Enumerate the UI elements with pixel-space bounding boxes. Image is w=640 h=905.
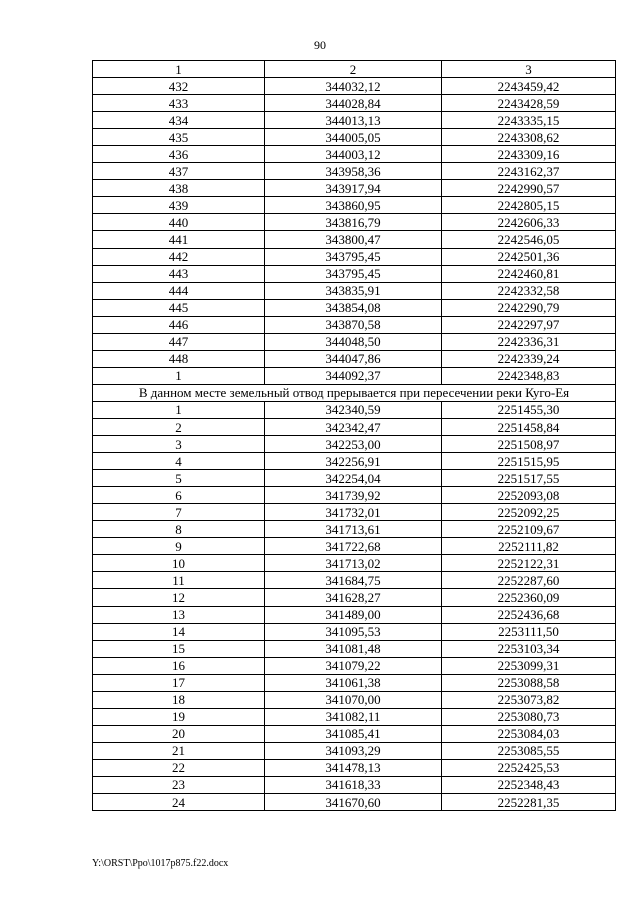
- y-coordinate-cell: 2251458,84: [442, 418, 616, 435]
- point-number-cell: 19: [93, 708, 265, 725]
- header-cell: 1: [93, 61, 265, 78]
- table-row: [93, 674, 616, 691]
- table-row: [93, 129, 616, 146]
- y-coordinate-cell: 2253088,58: [442, 674, 616, 691]
- y-coordinate-cell: 2251517,55: [442, 470, 616, 487]
- table-row: [93, 95, 616, 112]
- point-number-cell: 432: [93, 78, 265, 95]
- y-coordinate-cell: 2242339,24: [442, 350, 616, 367]
- x-coordinate-cell: 343795,45: [265, 248, 442, 265]
- table-row: [93, 691, 616, 708]
- header-cell: 3: [442, 61, 616, 78]
- y-coordinate-cell: 2253080,73: [442, 708, 616, 725]
- point-number-cell: 20: [93, 725, 265, 742]
- y-coordinate-cell: 2242297,97: [442, 316, 616, 333]
- table-row: [93, 606, 616, 623]
- header-cell: 2: [265, 61, 442, 78]
- point-number-cell: 21: [93, 742, 265, 759]
- table-row: [93, 299, 616, 316]
- table-row: [93, 759, 616, 776]
- table-row: [93, 742, 616, 759]
- table-row: [93, 112, 616, 129]
- y-coordinate-cell: 2242348,83: [442, 367, 616, 384]
- point-number-cell: 3: [93, 436, 265, 453]
- point-number-cell: 18: [93, 691, 265, 708]
- point-number-cell: 433: [93, 95, 265, 112]
- y-coordinate-cell: 2252111,82: [442, 538, 616, 555]
- x-coordinate-cell: 341684,75: [265, 572, 442, 589]
- y-coordinate-cell: 2252092,25: [442, 504, 616, 521]
- table-row: [93, 197, 616, 214]
- table-row: [93, 538, 616, 555]
- y-coordinate-cell: 2253073,82: [442, 691, 616, 708]
- point-number-cell: 1: [93, 367, 265, 384]
- point-number-cell: 435: [93, 129, 265, 146]
- y-coordinate-cell: 2242460,81: [442, 265, 616, 282]
- point-number-cell: 447: [93, 333, 265, 350]
- y-coordinate-cell: 2242990,57: [442, 180, 616, 197]
- table-row: [93, 470, 616, 487]
- point-number-cell: 448: [93, 350, 265, 367]
- point-number-cell: 441: [93, 231, 265, 248]
- y-coordinate-cell: 2252360,09: [442, 589, 616, 606]
- y-coordinate-cell: 2243308,62: [442, 129, 616, 146]
- point-number-cell: 11: [93, 572, 265, 589]
- point-number-cell: 1: [93, 401, 265, 418]
- page-number: 90: [314, 38, 326, 52]
- y-coordinate-cell: 2243335,15: [442, 112, 616, 129]
- x-coordinate-cell: 344048,50: [265, 333, 442, 350]
- table-row: [93, 487, 616, 504]
- x-coordinate-cell: 341070,00: [265, 691, 442, 708]
- point-number-cell: 2: [93, 418, 265, 435]
- x-coordinate-cell: 341061,38: [265, 674, 442, 691]
- point-number-cell: 10: [93, 555, 265, 572]
- y-coordinate-cell: 2253103,34: [442, 640, 616, 657]
- y-coordinate-cell: 2251508,97: [442, 436, 616, 453]
- point-number-cell: 440: [93, 214, 265, 231]
- point-number-cell: 443: [93, 265, 265, 282]
- table-row: [93, 589, 616, 606]
- x-coordinate-cell: 343795,45: [265, 265, 442, 282]
- file-path-footer: Y:\ORST\Ppo\1017p875.f22.docx: [92, 858, 229, 869]
- x-coordinate-cell: 342253,00: [265, 436, 442, 453]
- y-coordinate-cell: 2242501,36: [442, 248, 616, 265]
- y-coordinate-cell: 2242290,79: [442, 299, 616, 316]
- point-number-cell: 24: [93, 794, 265, 811]
- y-coordinate-cell: 2252287,60: [442, 572, 616, 589]
- x-coordinate-cell: 343917,94: [265, 180, 442, 197]
- table-row: [93, 367, 616, 384]
- point-number-cell: 15: [93, 640, 265, 657]
- point-number-cell: 23: [93, 776, 265, 793]
- table-row: [93, 231, 616, 248]
- table-row: [93, 282, 616, 299]
- table-row: [93, 794, 616, 811]
- x-coordinate-cell: 344032,12: [265, 78, 442, 95]
- table-row: [93, 163, 616, 180]
- x-coordinate-cell: 341670,60: [265, 794, 442, 811]
- point-number-cell: 436: [93, 146, 265, 163]
- y-coordinate-cell: 2243428,59: [442, 95, 616, 112]
- y-coordinate-cell: 2243309,16: [442, 146, 616, 163]
- x-coordinate-cell: 341732,01: [265, 504, 442, 521]
- table-row: [93, 418, 616, 435]
- x-coordinate-cell: 341082,11: [265, 708, 442, 725]
- x-coordinate-cell: 341739,92: [265, 487, 442, 504]
- table-row: [93, 316, 616, 333]
- table-row: [93, 640, 616, 657]
- table-row: [93, 623, 616, 640]
- table-row: [93, 180, 616, 197]
- x-coordinate-cell: 341085,41: [265, 725, 442, 742]
- x-coordinate-cell: 344092,37: [265, 367, 442, 384]
- table-row: [93, 436, 616, 453]
- table-row: [93, 776, 616, 793]
- y-coordinate-cell: 2242336,31: [442, 333, 616, 350]
- y-coordinate-cell: 2243459,42: [442, 78, 616, 95]
- x-coordinate-cell: 341093,29: [265, 742, 442, 759]
- table-row: [93, 555, 616, 572]
- point-number-cell: 8: [93, 521, 265, 538]
- y-coordinate-cell: 2252093,08: [442, 487, 616, 504]
- point-number-cell: 446: [93, 316, 265, 333]
- y-coordinate-cell: 2252281,35: [442, 794, 616, 811]
- x-coordinate-cell: 344028,84: [265, 95, 442, 112]
- y-coordinate-cell: 2252348,43: [442, 776, 616, 793]
- table-row: [93, 78, 616, 95]
- table-header-row: [93, 61, 616, 78]
- x-coordinate-cell: 341722,68: [265, 538, 442, 555]
- table-row: [93, 708, 616, 725]
- point-number-cell: 12: [93, 589, 265, 606]
- coordinates-table: [92, 60, 616, 811]
- y-coordinate-cell: 2253111,50: [442, 623, 616, 640]
- x-coordinate-cell: 341713,61: [265, 521, 442, 538]
- y-coordinate-cell: 2252122,31: [442, 555, 616, 572]
- x-coordinate-cell: 343958,36: [265, 163, 442, 180]
- y-coordinate-cell: 2253085,55: [442, 742, 616, 759]
- x-coordinate-cell: 341095,53: [265, 623, 442, 640]
- table-row: [93, 572, 616, 589]
- point-number-cell: 434: [93, 112, 265, 129]
- point-number-cell: 5: [93, 470, 265, 487]
- x-coordinate-cell: 341478,13: [265, 759, 442, 776]
- table-row: [93, 146, 616, 163]
- table-row: [93, 214, 616, 231]
- table-row: [93, 725, 616, 742]
- table-row: [93, 401, 616, 418]
- y-coordinate-cell: 2242805,15: [442, 197, 616, 214]
- x-coordinate-cell: 343816,79: [265, 214, 442, 231]
- x-coordinate-cell: 344003,12: [265, 146, 442, 163]
- y-coordinate-cell: 2253099,31: [442, 657, 616, 674]
- x-coordinate-cell: 343854,08: [265, 299, 442, 316]
- x-coordinate-cell: 341079,22: [265, 657, 442, 674]
- x-coordinate-cell: 343835,91: [265, 282, 442, 299]
- table-row: [93, 265, 616, 282]
- point-number-cell: 22: [93, 759, 265, 776]
- table-row: [93, 521, 616, 538]
- point-number-cell: 17: [93, 674, 265, 691]
- point-number-cell: 438: [93, 180, 265, 197]
- y-coordinate-cell: 2242546,05: [442, 231, 616, 248]
- y-coordinate-cell: 2252425,53: [442, 759, 616, 776]
- y-coordinate-cell: 2242606,33: [442, 214, 616, 231]
- point-number-cell: 445: [93, 299, 265, 316]
- x-coordinate-cell: 342342,47: [265, 418, 442, 435]
- table-row: [93, 248, 616, 265]
- y-coordinate-cell: 2251455,30: [442, 401, 616, 418]
- point-number-cell: 444: [93, 282, 265, 299]
- table-row: [93, 350, 616, 367]
- y-coordinate-cell: 2252436,68: [442, 606, 616, 623]
- point-number-cell: 7: [93, 504, 265, 521]
- table-row: [93, 453, 616, 470]
- x-coordinate-cell: 341489,00: [265, 606, 442, 623]
- x-coordinate-cell: 343860,95: [265, 197, 442, 214]
- x-coordinate-cell: 344047,86: [265, 350, 442, 367]
- point-number-cell: 6: [93, 487, 265, 504]
- y-coordinate-cell: 2251515,95: [442, 453, 616, 470]
- table-row: [93, 333, 616, 350]
- point-number-cell: 13: [93, 606, 265, 623]
- x-coordinate-cell: 343800,47: [265, 231, 442, 248]
- x-coordinate-cell: 342340,59: [265, 401, 442, 418]
- note-row: [93, 384, 616, 401]
- x-coordinate-cell: 342256,91: [265, 453, 442, 470]
- x-coordinate-cell: 341081,48: [265, 640, 442, 657]
- point-number-cell: 442: [93, 248, 265, 265]
- point-number-cell: 4: [93, 453, 265, 470]
- x-coordinate-cell: 344013,13: [265, 112, 442, 129]
- y-coordinate-cell: 2253084,03: [442, 725, 616, 742]
- y-coordinate-cell: 2242332,58: [442, 282, 616, 299]
- table-row: [93, 657, 616, 674]
- x-coordinate-cell: 343870,58: [265, 316, 442, 333]
- y-coordinate-cell: 2252109,67: [442, 521, 616, 538]
- x-coordinate-cell: 341618,33: [265, 776, 442, 793]
- x-coordinate-cell: 341713,02: [265, 555, 442, 572]
- point-number-cell: 437: [93, 163, 265, 180]
- y-coordinate-cell: 2243162,37: [442, 163, 616, 180]
- x-coordinate-cell: 341628,27: [265, 589, 442, 606]
- note-cell: В данном месте земельный отвод прерывается при пересечении реки Куго-Ея: [93, 384, 616, 401]
- point-number-cell: 9: [93, 538, 265, 555]
- x-coordinate-cell: 344005,05: [265, 129, 442, 146]
- point-number-cell: 439: [93, 197, 265, 214]
- table-row: [93, 504, 616, 521]
- point-number-cell: 16: [93, 657, 265, 674]
- x-coordinate-cell: 342254,04: [265, 470, 442, 487]
- point-number-cell: 14: [93, 623, 265, 640]
